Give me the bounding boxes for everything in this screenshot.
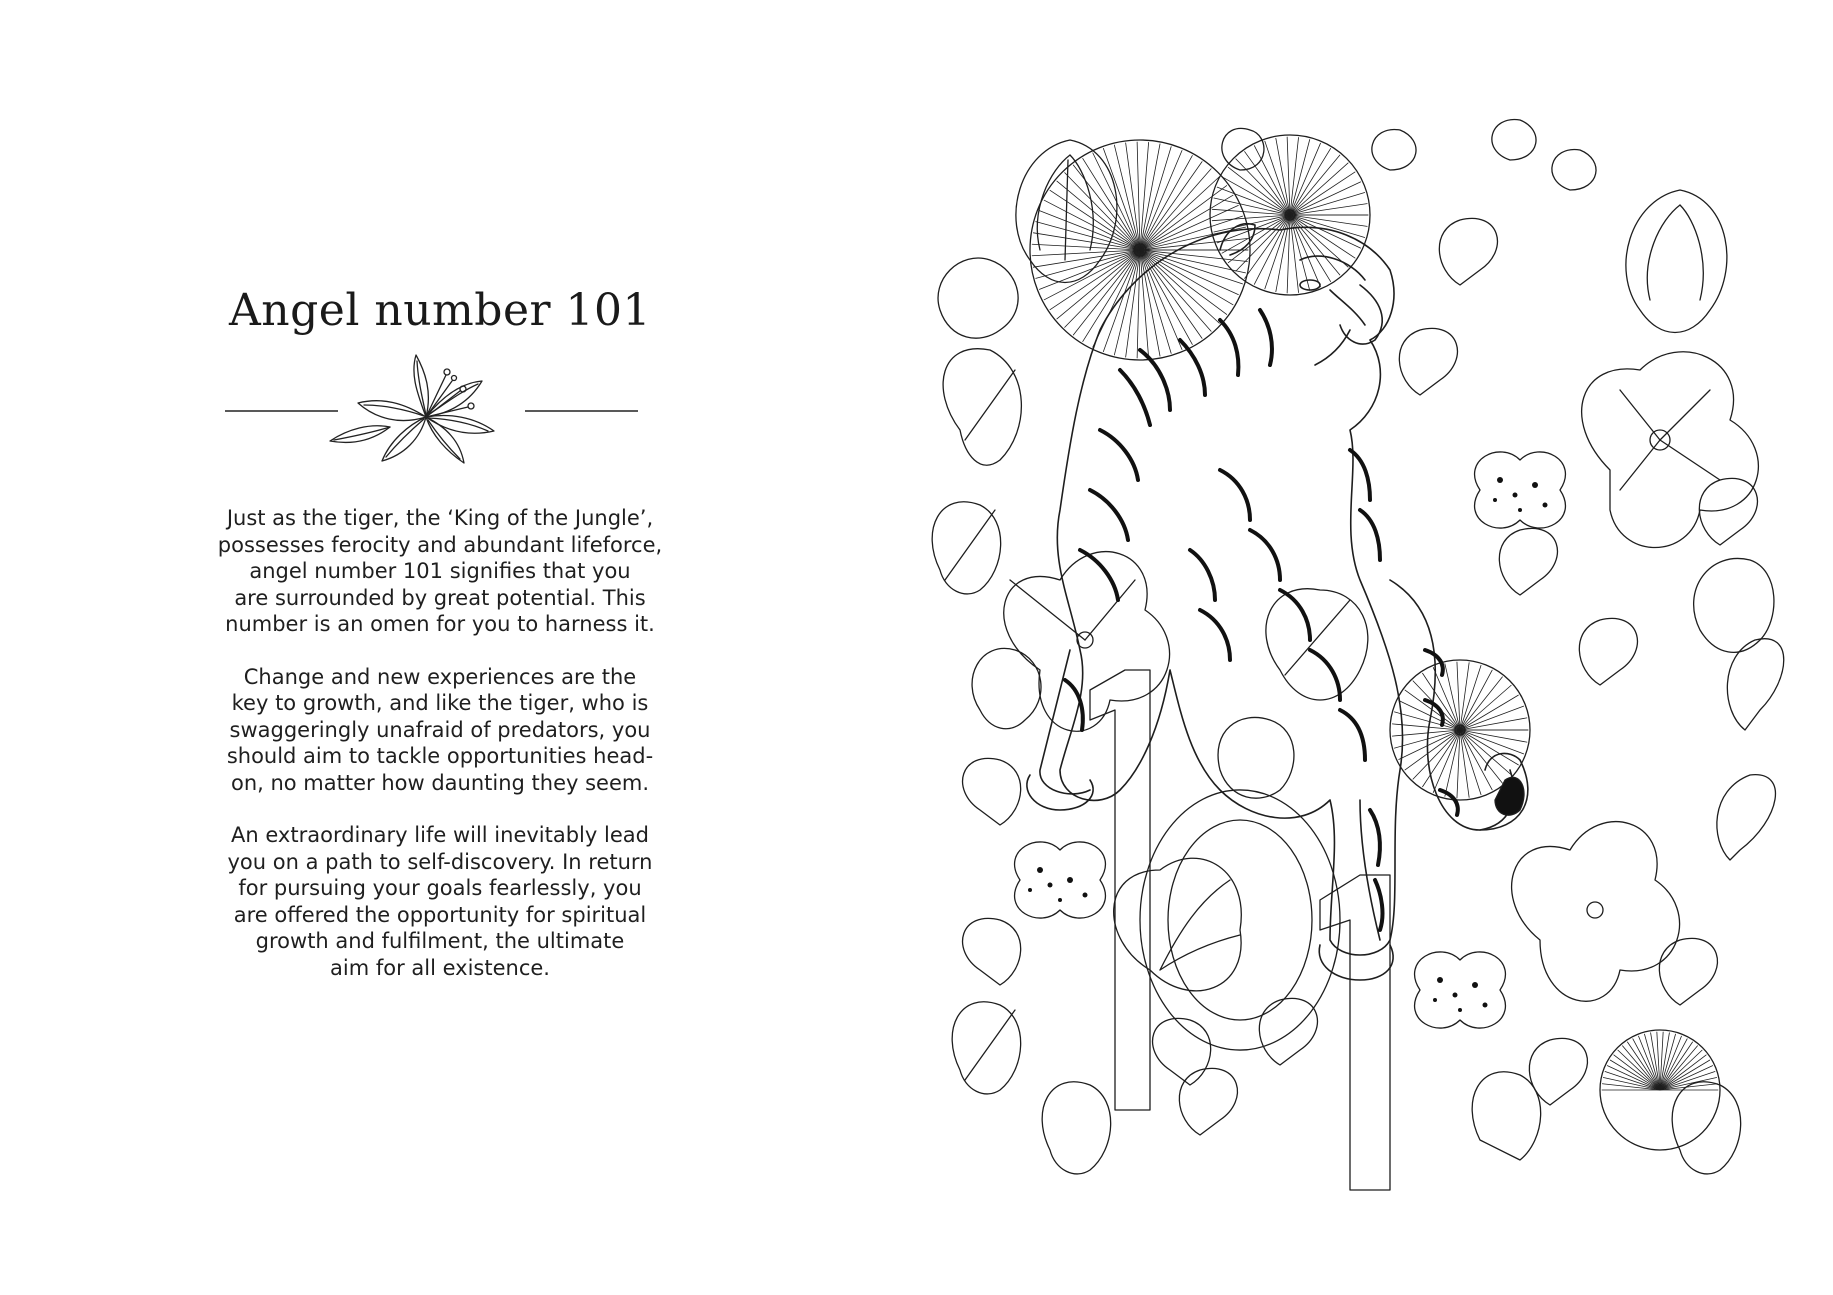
number-one-left	[1090, 670, 1150, 1110]
text-line: Change and new experiences are the	[243, 664, 637, 689]
paragraph-3	[170, 822, 710, 981]
lily-flower-icon	[220, 345, 640, 475]
paragraph-2	[170, 664, 710, 797]
text-line: possesses ferocity and abundant lifeforce,	[217, 532, 663, 557]
text-line: for pursuing your goals fearlessly, you	[238, 876, 642, 900]
text-page	[0, 0, 880, 1295]
text-line: aim for all existence.	[330, 955, 550, 980]
text-line: are surrounded by great potential. This	[234, 585, 646, 610]
text-line: should aim to tackle opportunities head-	[226, 744, 654, 768]
illustration-page	[920, 110, 1800, 1220]
text-line: number is an omen for you to harness it.	[225, 612, 655, 636]
text-line: Just as the tiger, the ‘King of the Jungle’,	[226, 506, 654, 530]
text-line: on, no matter how daunting they seem.	[230, 770, 650, 795]
text-line: An extraordinary life will inevitably lead	[231, 823, 649, 847]
paragraph-1	[170, 505, 710, 638]
page-title: Angel number 101	[229, 285, 651, 336]
tiger-botanical-coloring-illustration	[920, 110, 1800, 1220]
text-line: growth and fulfilment, the ultimate	[255, 929, 625, 953]
body-text	[170, 505, 710, 1007]
text-line: are offered the opportunity for spiritual	[233, 902, 647, 927]
text-line: you on a path to self-discovery. In return	[227, 849, 653, 874]
number-zero	[1140, 790, 1340, 1050]
text-line: key to growth, and like the tiger, who is	[231, 691, 649, 715]
text-line: angel number 101 signifies that you	[249, 559, 631, 583]
text-line: swaggeringly unafraid of predators, you	[229, 717, 651, 742]
